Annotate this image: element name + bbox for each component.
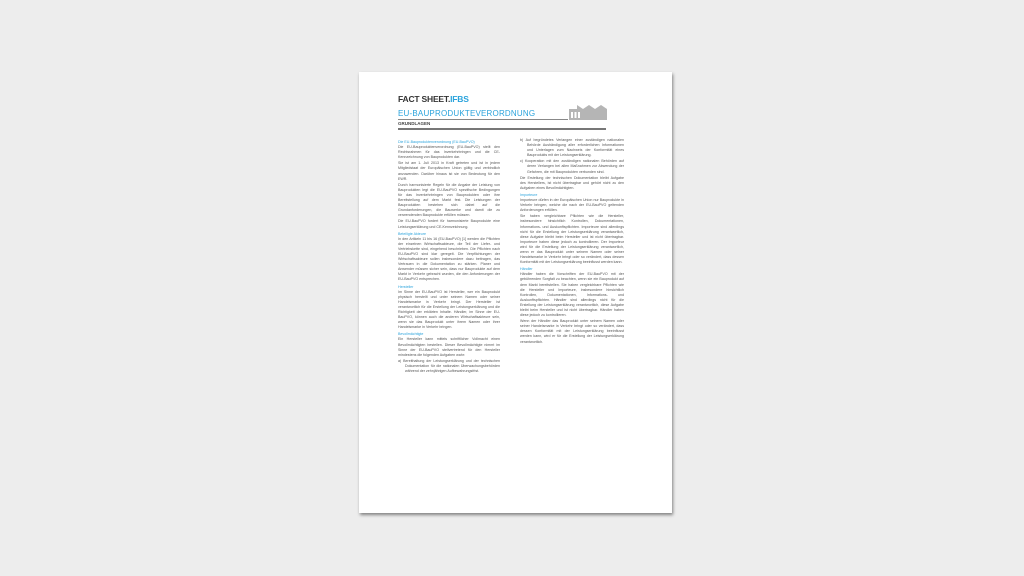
paragraph: Händler haben die Vorschriften der EU-BauPVO mit der gebührenden Sorgfalt zu beachten, wenn sie ein Bauprodukt auf dem Markt bereitstellen. Sie haben vergleichbare Pflichten wie die Hersteller und Importeure, insbesondere hinsichtlich Kontrollen, Dokumentationen, Informations- und Auskunftspflichten. Händler sind allerdings nicht für die Erstellung der Leistungserklärung verantwortlich, diese Aufgabe bleibt beim Hersteller und ist nicht übertragbar. Händler haben diese jedoch zu kontrollieren. bbox=[520, 272, 624, 318]
paragraph: Ein Hersteller kann mittels schriftlicher Vollmacht einen Bevollmächtigten bestellen. Dieser Bevollmächtigte nimmt im Sinne der EU-BauPVO stellvertretend für den Hersteller mindestens die folgenden Aufgaben wahr: bbox=[398, 337, 500, 357]
brand-accent: IFBS bbox=[450, 94, 469, 104]
paragraph: Sie haben vergleichbare Pflichten wie die Hersteller, insbesondere hinsichtlich Kontrollen, Dokumentationen, Informations- und Auskunftspflichten. Importeure sind allerdings nicht für die Erstellung der Leistungserklärung verantwortlich, diese Aufgabe bleibt beim Hersteller und ist nicht übertragbar. Importeure haben diese jedoch zu kontrollieren. Der Importeur wird für die Erstellung der Leistungserklärung verantwortlich, wenn er das Bauprodukt unter seinem Namen oder seiner Handelsmarke in Verkehr bringt oder so verändert, dass dessen Konformität mit der Leistungserklärung beeinflusst werden kann. bbox=[520, 214, 624, 265]
document-title: EU-BAUPRODUKTEVERORDNUNG bbox=[398, 109, 536, 118]
paragraph: Die EU-Bauproduktenverordnung (EU-BauPVO) stellt den Rechtsrahmen für das Inverkehrbringen und die CE-Kennzeichnung von Bauprodukten dar. bbox=[398, 145, 500, 160]
paragraph: In den Artikeln 11 bis 16 (EU-BauPVO) [1] werden die Pflichten der einzelnen Wirtschaftsakteure, die Teil der Liefer- und Vertriebskette sind, eingehend beschrieben. Die Pflichten nach EU-BauPVO sind klar geregelt. Die Verpflichtungen der Wirtschaftsakteure sollen insbesondere dazu beitragen, das Vertrauen in die Dokumentation zu stärken. Planer und Anwender müssen sicher sein, dass nur Bauprodukte auf dem Markt in Verkehr gebracht wurden, die den Anforderungen der EU-BauPVO entsprechen. bbox=[398, 236, 500, 282]
section-heading: Importeure bbox=[520, 192, 538, 197]
paragraph: Wenn der Händler das Bauprodukt unter seinem Namen oder seiner Handelsmarke in Verkehr bringt oder so verändert, dass dessen Konformität mit der Leistungserklärung beeinflusst werden kann, wird er für die Erstellung der Leistungserklärung verantwortlich. bbox=[520, 319, 624, 344]
paragraph: Durch harmonisierte Regeln für die Angabe der Leistung von Bauprodukten legt die EU-BauPVO spezifische Bedingungen für das Inverkehrbringen von Bauprodukten oder ihre Bereitstellung auf dem Markt fest. Die Leistungen der Bauprodukten bestehen sich dabei auf die Grundanforderungen, die Bauwerke und damit die zu verwendenden Bauprodukte erfüllen müssen. bbox=[398, 182, 500, 218]
list-item: c) Kooperation mit den zuständigen nationalen Behörden auf deren Verlangen bei allen Maßnahmen zur Abwendung der Gefahren, die mit Bauprodukten verbunden sind. bbox=[520, 159, 624, 174]
paragraph: Die Erstellung der technischen Dokumentation bleibt Aufgabe des Herstellers, ist nicht übertragbar und gehört nicht zu den Aufgaben eines Bevollmächtigten. bbox=[520, 175, 624, 190]
brand-text: FACT SHEET. bbox=[398, 94, 451, 104]
left-column bbox=[398, 138, 500, 375]
paragraph: Importeure dürfen in der Europäischen Union nur Bauprodukte in Verkehr bringen, welche die nach der EU-BauPVO geltenden Anforderungen erfüllen. bbox=[520, 198, 624, 213]
section-heading: Beteiligte Akteure bbox=[398, 231, 426, 236]
title-rule bbox=[398, 119, 568, 120]
paragraph: Die EU-BauPVO fordert für harmonisierte Bauprodukte eine Leistungserklärung und CE-Kennzeichnung. bbox=[398, 219, 500, 229]
right-column bbox=[520, 138, 624, 346]
paragraph: Sie ist am 1. Juli 2013 in Kraft getreten und ist in jedem Mitgliedstaat der Europäischen Union gültig und verbindlich anzuwenden. Darüber hinaus ist sie von Bedeutung für den EWR. bbox=[398, 161, 500, 181]
header-rule bbox=[398, 128, 606, 130]
document-page bbox=[359, 72, 672, 513]
section-heading: Händler bbox=[520, 267, 533, 272]
list-item: b) Auf begründetes Verlangen einer zuständigen nationalen Behörde Aushändigung aller erforderlichen Informationen und Unterlagen zum Nachweis der Konformität eines Bauprodukts mit der Leistungserklärung. bbox=[520, 138, 624, 158]
document-subtitle: GRUNDLAGEN bbox=[398, 121, 431, 126]
section-heading: Bevollmächtigte bbox=[398, 332, 424, 337]
list-item: a) Bereithaltung der Leistungserklärung und der technischen Dokumentation für die nationalen Überwachungsbehörden während der zehnjährigen Aufbewahrungsfrist. bbox=[398, 358, 500, 374]
section-heading: Hersteller bbox=[398, 284, 414, 289]
factory-icon bbox=[559, 103, 607, 120]
paragraph: Im Sinne der EU-BauPVO ist Hersteller, wer ein Bauprodukt physisch herstellt und unter seinem Namen oder seiner Handelsmarke in Verkehr bringt. Der Hersteller ist verantwortlich für die Erstellung der Leistungserklärung und die Richtigkeit der erklärten Inhalte. Händler, im Sinne der EU-BauPVO, können auch die anderen Wirtschaftsakteure sein, wenn sie das Bauprodukt unter ihrem Namen oder ihrer Handelsmarke in Verkehr bringen. bbox=[398, 289, 500, 330]
section-heading: Die EU-Bauproduktenverordnung (EU-BauPVO) bbox=[398, 140, 475, 144]
